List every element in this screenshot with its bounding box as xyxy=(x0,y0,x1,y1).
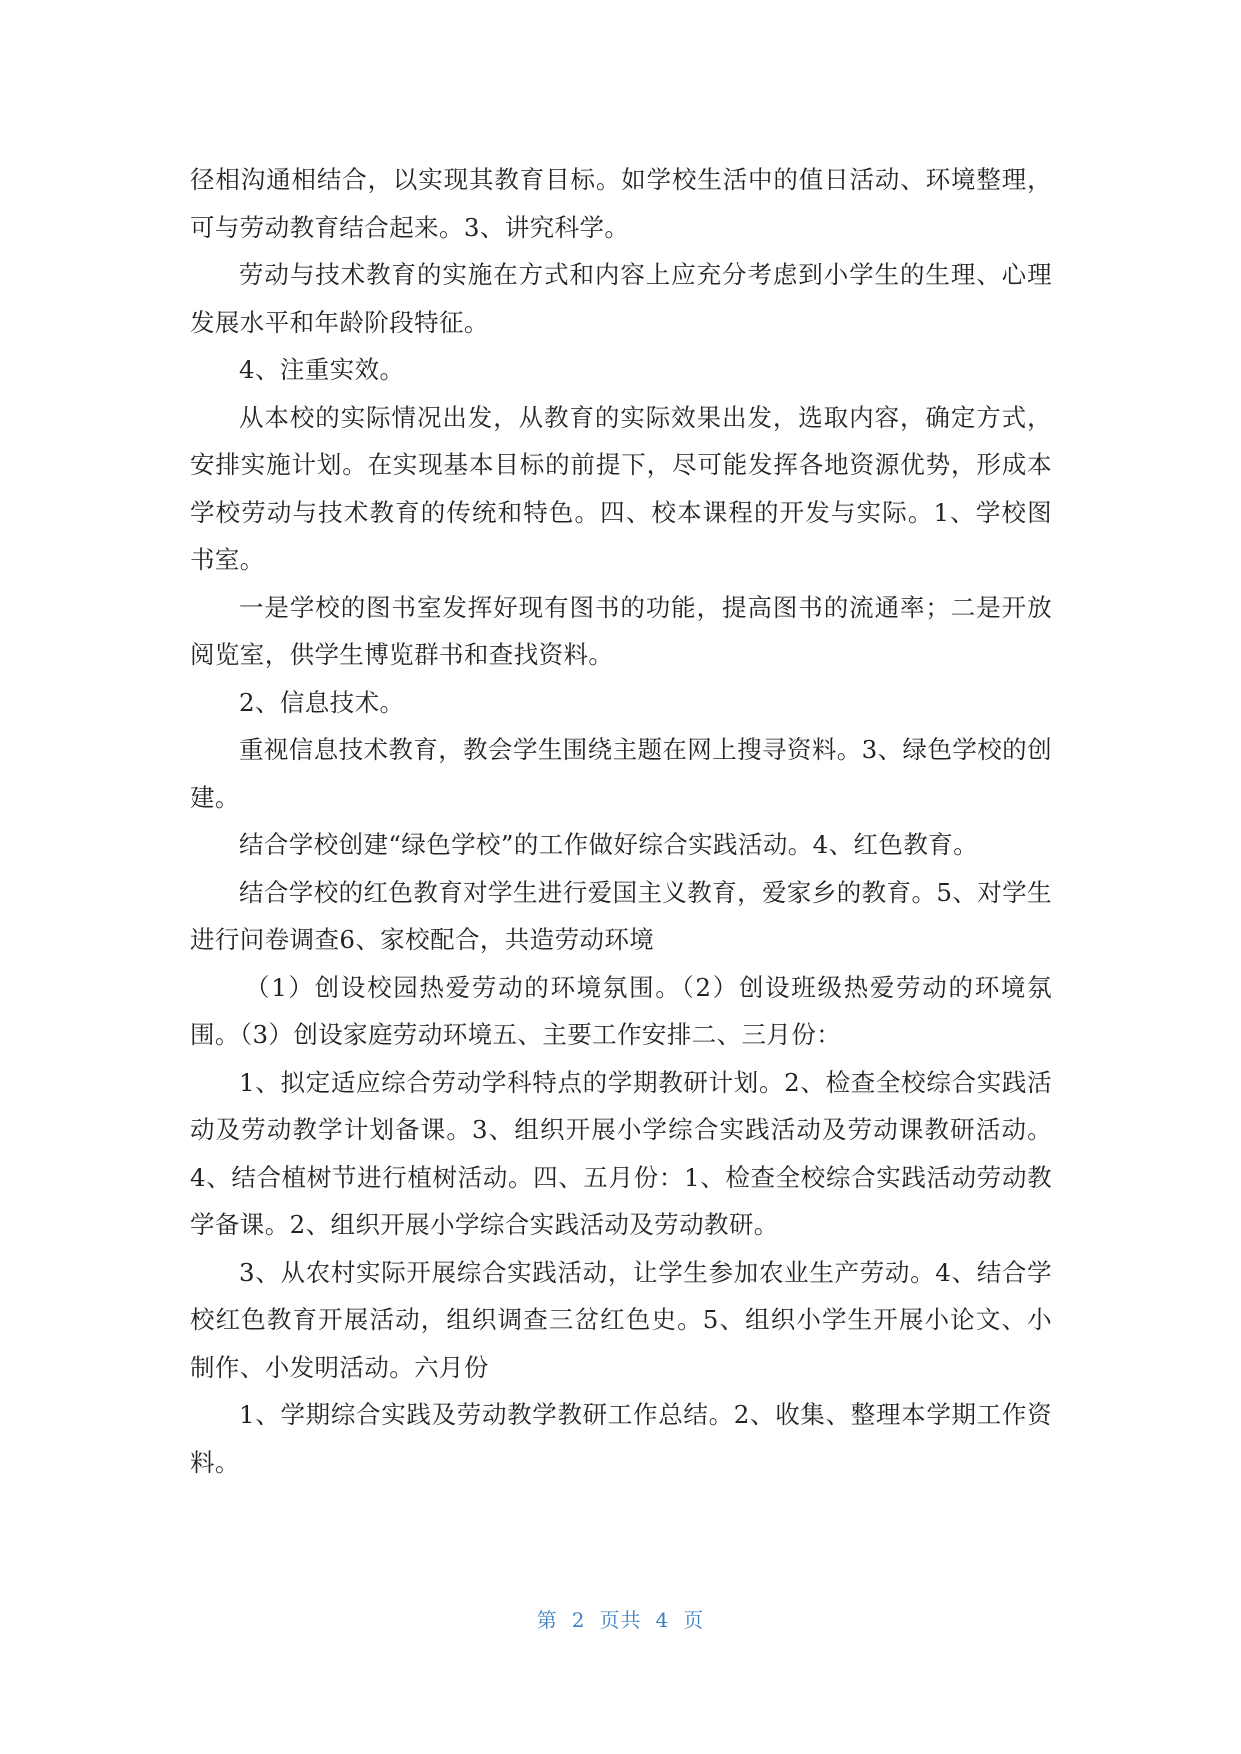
footer-prefix: 第 xyxy=(536,1608,558,1632)
document-body xyxy=(190,156,1052,1486)
paragraph: （1）创设校园热爱劳动的环境氛围。（2）创设班级热爱劳动的环境氛围。（3）创设家庭劳动环境五、主要工作安排二、三月份： xyxy=(190,972,1052,1049)
paragraph: 劳动与技术教育的实施在方式和内容上应充分考虑到小学生的生理、心理发展水平和年龄阶段特征。 xyxy=(190,260,1052,337)
paragraph: 1、拟定适应综合劳动学科特点的学期教研计划。2、检查全校综合实践活动及劳动教学计划备课。3、组织开展小学综合实践活动及劳动课教研活动。4、结合植树节进行植树活动。四、五月份：1、检查全校综合实践活动劳动教学备课。2、组织开展小学综合实践活动及劳动教研。 xyxy=(190,1067,1052,1239)
paragraph-heading: 4、注重实效。 xyxy=(239,355,405,384)
page-footer xyxy=(0,1604,1241,1633)
paragraph: 径相沟通相结合，以实现其教育目标。如学校生活中的值日活动、环境整理，可与劳动教育结合起来。3、讲究科学。 xyxy=(190,165,1052,242)
current-page-number: 2 xyxy=(571,1608,586,1632)
total-page-count: 4 xyxy=(655,1608,670,1632)
paragraph: 从本校的实际情况出发，从教育的实际效果出发，选取内容，确定方式，安排实施计划。在实现基本目标的前提下，尽可能发挥各地资源优势，形成本学校劳动与技术教育的传统和特色。四、校本课程的开发与实际。1、学校图书室。 xyxy=(190,402,1052,574)
paragraph: 结合学校的红色教育对学生进行爱国主义教育，爱家乡的教育。5、对学生进行问卷调查6、家校配合，共造劳动环境 xyxy=(190,877,1052,954)
paragraph: 结合学校创建“绿色学校”的工作做好综合实践活动。4、红色教育。 xyxy=(239,830,979,859)
paragraph: 1、学期综合实践及劳动教学教研工作总结。2、收集、整理本学期工作资料。 xyxy=(190,1400,1052,1477)
paragraph: 重视信息技术教育，教会学生围绕主题在网上搜寻资料。3、绿色学校的创建。 xyxy=(190,735,1052,812)
paragraph: 一是学校的图书室发挥好现有图书的功能，提高图书的流通率；二是开放阅览室，供学生博览群书和查找资料。 xyxy=(190,592,1052,669)
footer-middle: 页共 xyxy=(599,1608,642,1632)
paragraph-heading: 2、信息技术。 xyxy=(239,687,405,717)
paragraph: 3、从农村实际开展综合实践活动，让学生参加农业生产劳动。4、结合学校红色教育开展活动，组织调查三岔红色史。5、组织小学生开展小论文、小制作、小发明活动。六月份 xyxy=(190,1257,1052,1382)
footer-suffix: 页 xyxy=(683,1608,705,1632)
